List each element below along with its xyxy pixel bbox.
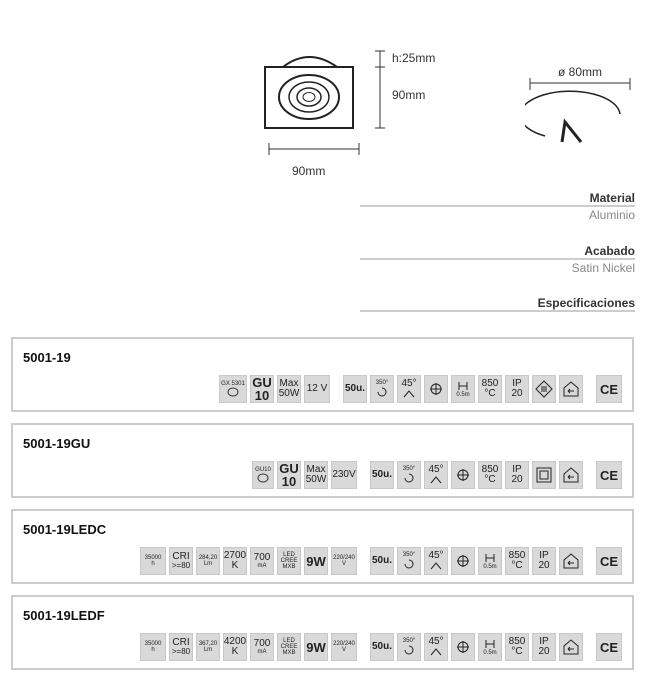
tilt-icon — [397, 375, 421, 403]
tilt-icon — [424, 547, 448, 575]
rotation-value: 350° — [402, 638, 416, 644]
kelvin-value: 4200 — [223, 636, 247, 647]
indoor-use-icon — [559, 375, 583, 403]
current-value: 700 — [253, 552, 271, 563]
pack-icon — [370, 633, 394, 661]
lifetime-icon — [140, 547, 166, 575]
ip-value: 20 — [538, 646, 550, 657]
indoor-use-icon — [559, 461, 583, 489]
ip-label: IP — [512, 464, 522, 475]
cri-value: >=80 — [171, 561, 191, 570]
ce-mark: CE — [599, 381, 619, 397]
cri-icon — [169, 547, 193, 575]
led-model: MXB — [282, 650, 296, 656]
socket-value: 10 — [254, 388, 270, 403]
led-model: MXB — [282, 564, 296, 570]
temperature-unit: °C — [484, 474, 496, 485]
distance-value: 0.5m — [483, 564, 497, 570]
max-value: 50W — [278, 388, 300, 399]
distance-icon — [478, 547, 502, 575]
ip-label: IP — [512, 378, 522, 389]
voltage-value: 230V — [332, 469, 356, 480]
current-icon — [250, 547, 274, 575]
product-card — [11, 509, 634, 584]
specifications-label: Especificaciones — [537, 296, 635, 310]
current-icon — [250, 633, 274, 661]
wattage-value: 9W — [306, 639, 326, 655]
socket-label: GU — [252, 375, 272, 390]
light-direction-icon — [451, 461, 475, 489]
ip-rating-icon — [532, 633, 556, 661]
voltage-value: 220/240 — [333, 555, 355, 561]
led-brand: CREE — [280, 644, 298, 650]
temperature-icon — [478, 461, 502, 489]
ce-mark: CE — [599, 639, 619, 655]
tilt-icon — [424, 461, 448, 489]
ip-value: 20 — [511, 388, 523, 399]
voltage-unit: V — [341, 561, 346, 567]
temperature-value: 850 — [508, 636, 526, 647]
temperature-value: 850 — [508, 550, 526, 561]
cri-icon — [169, 633, 193, 661]
lamp-label: GX 5301 — [221, 381, 245, 387]
ce-mark-icon — [596, 375, 622, 403]
max-value: 50W — [305, 474, 327, 485]
cri-value: >=80 — [171, 647, 191, 656]
voltage-icon — [331, 461, 357, 489]
led-label: LED — [283, 552, 295, 558]
ip-rating-icon — [532, 547, 556, 575]
lamp-type-icon — [252, 461, 274, 489]
ip-rating-icon — [505, 375, 529, 403]
voltage-unit: V — [341, 647, 346, 653]
lumen-value: 284,20 — [198, 555, 218, 561]
rotation-icon — [397, 461, 421, 489]
side-dimension: 90mm — [392, 88, 426, 102]
kelvin-value: 2700 — [223, 550, 247, 561]
cutout-drawing — [525, 78, 635, 148]
product-code: 5001-19LEDC — [23, 522, 107, 537]
voltage-value: 12 V — [306, 383, 328, 394]
ce-mark-icon — [596, 547, 622, 575]
voltage-value: 220/240 — [333, 641, 355, 647]
lifetime-unit: h — [151, 647, 155, 653]
socket-icon — [250, 375, 274, 403]
temperature-value: 850 — [481, 378, 499, 389]
color-temp-icon — [223, 547, 247, 575]
product-code: 5001-19GU — [23, 436, 91, 451]
socket-icon — [277, 461, 301, 489]
divider — [360, 310, 635, 312]
distance-value: 0.5m — [456, 392, 470, 398]
led-chip-icon — [277, 547, 301, 575]
product-card — [11, 595, 634, 670]
pack-icon — [343, 375, 367, 403]
ip-label: IP — [539, 636, 549, 647]
wattage-value: 9W — [306, 553, 326, 569]
indoor-use-icon — [559, 547, 583, 575]
temperature-icon — [505, 547, 529, 575]
rotation-icon — [397, 633, 421, 661]
finish-value: Satin Nickel — [571, 261, 635, 275]
lifetime-icon — [140, 633, 166, 661]
lifetime-unit: h — [151, 561, 155, 567]
pack-value: 50u. — [344, 383, 365, 394]
indoor-use-icon — [559, 633, 583, 661]
material-label: Material — [589, 191, 635, 205]
pack-value: 50u. — [371, 469, 392, 480]
tilt-value: 45° — [428, 464, 444, 475]
temperature-value: 850 — [481, 464, 499, 475]
pack-value: 50u. — [371, 641, 392, 652]
temperature-unit: °C — [511, 646, 523, 657]
light-direction-icon — [451, 547, 475, 575]
max-power-icon — [277, 375, 301, 403]
max-label: Max — [279, 378, 299, 389]
led-brand: CREE — [280, 558, 298, 564]
temperature-unit: °C — [511, 560, 523, 571]
ip-value: 20 — [538, 560, 550, 571]
color-temp-icon — [223, 633, 247, 661]
ce-mark: CE — [599, 467, 619, 483]
tilt-value: 45° — [428, 636, 444, 647]
max-power-icon — [304, 461, 328, 489]
product-card — [11, 423, 634, 498]
voltage-icon — [331, 547, 357, 575]
light-direction-icon — [451, 633, 475, 661]
product-code: 5001-19 — [23, 350, 71, 365]
temperature-unit: °C — [484, 388, 496, 399]
current-value: 700 — [253, 638, 271, 649]
pack-value: 50u. — [371, 555, 392, 566]
divider — [360, 205, 635, 207]
led-chip-icon — [277, 633, 301, 661]
finish-label: Acabado — [584, 244, 635, 258]
lumen-icon — [196, 633, 220, 661]
tilt-value: 45° — [428, 550, 444, 561]
height-dimension: h:25mm — [392, 51, 436, 65]
temperature-icon — [478, 375, 502, 403]
light-direction-icon — [424, 375, 448, 403]
cri-label: CRI — [172, 637, 190, 648]
voltage-icon — [304, 375, 330, 403]
product-card — [11, 337, 634, 412]
lamp-type-icon — [219, 375, 247, 403]
lumen-unit: Lm — [203, 561, 213, 567]
pack-icon — [370, 547, 394, 575]
temperature-icon — [505, 633, 529, 661]
max-label: Max — [306, 464, 326, 475]
kelvin-unit: K — [231, 560, 239, 571]
distance-icon — [451, 375, 475, 403]
socket-value: 10 — [281, 474, 297, 489]
current-unit: mA — [257, 649, 267, 655]
lumen-unit: Lm — [203, 647, 213, 653]
cutout-dimension: ø 80mm — [558, 65, 603, 79]
kelvin-unit: K — [231, 646, 239, 657]
ip-label: IP — [539, 550, 549, 561]
ip-rating-icon — [505, 461, 529, 489]
material-value: Aluminio — [588, 208, 635, 222]
wattage-icon — [304, 633, 328, 661]
product-code: 5001-19LEDF — [23, 608, 105, 623]
lifetime-value: 35000 — [144, 555, 162, 561]
lifetime-value: 35000 — [144, 641, 162, 647]
current-unit: mA — [257, 563, 267, 569]
lumen-value: 367,20 — [198, 641, 218, 647]
tilt-icon — [424, 633, 448, 661]
lumen-icon — [196, 547, 220, 575]
cri-label: CRI — [172, 551, 190, 562]
pack-icon — [370, 461, 394, 489]
divider — [360, 258, 635, 260]
ce-mark: CE — [599, 553, 619, 569]
tilt-value: 45° — [401, 378, 417, 389]
ce-mark-icon — [596, 633, 622, 661]
class-ii-icon — [532, 461, 556, 489]
rotation-value: 350° — [375, 380, 389, 386]
class-iii-icon — [532, 375, 556, 403]
lamp-label: GU10 — [255, 467, 271, 473]
distance-value: 0.5m — [483, 650, 497, 656]
width-dimension: 90mm — [292, 164, 326, 178]
rotation-icon — [397, 547, 421, 575]
wattage-icon — [304, 547, 328, 575]
ce-mark-icon — [596, 461, 622, 489]
rotation-icon — [370, 375, 394, 403]
rotation-value: 350° — [402, 466, 416, 472]
rotation-value: 350° — [402, 552, 416, 558]
ip-value: 20 — [511, 474, 523, 485]
socket-label: GU — [279, 461, 299, 476]
voltage-icon — [331, 633, 357, 661]
front-view-drawing — [255, 45, 390, 160]
led-label: LED — [283, 638, 295, 644]
distance-icon — [478, 633, 502, 661]
